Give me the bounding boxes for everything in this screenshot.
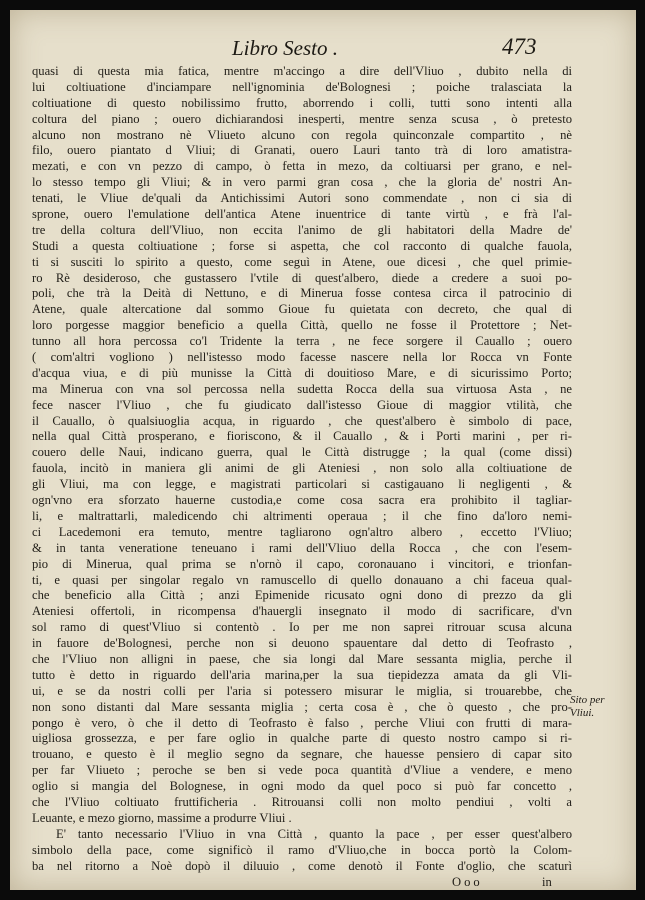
text-line: in fauore de'Bolognesi, perche non si deuono spauentare dal detto di Teofrasto , <box>32 636 572 651</box>
text-line: Ateniesi offertoli, in ricompensa d'hauergli insegnato il modo di sacrificare, d'vn <box>32 604 572 619</box>
text-line: non sono distanti dal Mare sessanta miglia ; certa cosa è , che ò questo , che pro- <box>32 699 572 714</box>
text-line: per far Vliueto ; peroche se ben si vede poca quantità d'Vliue a vendere, e meno <box>32 763 572 778</box>
text-line: ti si susciti lo spirito a questo, come seguì in Atene, oue dicesi , che quel primie- <box>32 254 572 269</box>
text-line: ogn'vno era sforzato hauerne custodia,e come cosa sacra era prohibito il tagliar- <box>32 493 572 508</box>
margin-note-line: Vliui. <box>570 707 595 719</box>
text-line: E' tanto necessario l'Vliuo in vna Città , quanto la pace , per esser quest'albero <box>56 826 572 841</box>
text-line: & in tanta veneratione teneuano i rami dell'Vliuo della Rocca , che con l'esem- <box>32 540 572 555</box>
text-line: filo, ouero piantato d Vliui; di Granati, ouero Lauri tanto trà di loro amatistra- <box>32 143 572 158</box>
text-line: mezati, e con vn pezzo di campo, ò fetta in mezo, da coltiuarsi per grano, e nel- <box>32 159 572 174</box>
margin-note <box>570 694 630 720</box>
text-line: nella qual Città prosperano, e fioriscono, & il Cauallo , & i Porti marini , per ri- <box>32 429 572 444</box>
text-line: lo stesso tempo gli Vliui; & in vero parmi gran cosa , che la gloria de' nostri An- <box>32 175 572 190</box>
text-line: pio di Minerua, qual prima se n'ornò il capo, coronauano i vincitori, e trionfan- <box>32 556 572 571</box>
page-header <box>10 36 636 66</box>
text-line: pongo è vero, ò che il detto di Teofrasto è falso , perche Vliui con frutti di mara- <box>32 715 572 730</box>
text-line: li, e maltrattarli, maledicendo chi altrimenti operaua ; il che fino da'loro nemi- <box>32 508 572 523</box>
text-line: sprone, ouero l'emulatione dell'antica Atene inuentrice di tante virtù , e frà l'al- <box>32 207 572 222</box>
text-line: coltiuatione di questo nobilissimo frutto, aborrendo i colli, tutti sono intenti alla <box>32 95 572 110</box>
text-line: loro porgesse maggior beneficio a quella Città, quello ne fosse il Protettore ; Net- <box>32 318 572 333</box>
text-line: che beneficio alla Città ; anzi Epimenide ricusato ogni dono di prezzo da gli <box>32 588 572 603</box>
text-line: couero delle Naui, indicano guerra, qual le Città distrugge ; la qual (come dissi) <box>32 445 572 460</box>
book-page <box>10 10 636 890</box>
page-number: 473 <box>502 34 537 59</box>
text-line: fece nascer l'Vliuo , che fu giudicato dall'istesso Gioue di maggior vtilità, che <box>32 397 572 412</box>
text-line: ba nel ritorno a Noè dopò il diluuio , come denotò il Fonte d'oglio, che scaturì <box>32 858 572 873</box>
text-line: ti, e quasi per singolar regalo vn ramuscello di quello donauano a chi faceua qual- <box>32 572 572 587</box>
text-line: il Cauallo, ò qualsiuoglia acqua, in riguardo , che quest'albero è simbolo di pace, <box>32 413 572 428</box>
text-line: ci Lacedemoni era temuto, mentre tagliarono ogn'altro albero , eccetto l'Vliuo; <box>32 524 572 539</box>
text-line: ro Rè desideroso, che gustassero l'vtile di quest'albero, diede a credere a suoi po- <box>32 270 572 285</box>
footer-row <box>32 874 572 890</box>
text-line: poli, che trà la Deità di Nettuno, e di Minerua fosse contesa circa il patrocinio di <box>32 286 572 301</box>
text-line: oglio si mangia del Bolognese, in ogni modo da quel poco si può far concetto , <box>32 779 572 794</box>
text-line: uigliosa grossezza, e per fare oglio in qualche parte di questo nostro campo si ri- <box>32 731 572 746</box>
text-line: Leuante, e mezo giorno, massime a produrre Vliui . <box>32 810 292 825</box>
text-line: sol ramo di quest'Vliuo si contentò . Io per me non saprei ritrouar scusa alcuna <box>32 620 572 635</box>
text-line: trouano, e questo è il meglio segno da segnare, che hauesse pensiero di capar sito <box>32 747 572 762</box>
text-line: coltura del piano ; ouero dichiarandosi inesperti, mentre senza scusa , ò pretesto <box>32 111 572 126</box>
text-line: ma Minerua con vna sol percossa nella sudetta Rocca della sua virtuosa Asta , ne <box>32 381 572 396</box>
text-line: simbolo della pace, come significò il ramo d'Vliuo,che in bocca portò la Colom- <box>32 842 572 857</box>
text-line: gli Vliui, ma con legge, e magistrati particolari si castigauano li negligenti , & <box>32 477 572 492</box>
text-line: quasi di questa mia fatica, mentre m'accingo a dire dell'Vliuo , dubito nella di <box>32 64 572 78</box>
signature-mark: Ooo <box>452 875 483 890</box>
text-line: Atene, quale altercatione dal sommo Gioue fu quietata con decreto, che qual di <box>32 302 572 317</box>
text-line: tre della coltura dell'Vliuo, non eccita l'animo de gli habitatori della Madre de' <box>32 222 572 237</box>
text-line: lui coltiuatione d'inciampare nell'ignominia de'Bolognesi ; poiche tralasciata la <box>32 79 572 94</box>
main-text <box>32 64 572 890</box>
text-line: tenati, le Vliue de'quali da Antichissimi Autori sono commendate , non ci sia di <box>32 191 572 206</box>
catchword: in <box>542 875 552 890</box>
text-line: tunno all hora percossa co'l Tridente la terra , ne fece sorgere il Cauallo ; ouero <box>32 334 572 349</box>
text-line: alcuno non mostrano nè Vliueto alcuno con regola quinconzale compartito , nè <box>32 127 572 142</box>
text-line: che l'Vliuo coltiuato fruttificheria . Ritrouansi colli non molto pendiui , volti a <box>32 794 572 809</box>
text-line: d'acqua viua, e di più munisse la Città di douitioso Mare, e di sicurissimo Porto; <box>32 365 572 380</box>
text-line: tutto è detto in riguardo dell'aria marina,per la sua tiepidezza amata da gli Vli- <box>32 667 572 682</box>
text-line: Studi a questa coltiuatione ; forse si aspetta, che col racconto di qualche fauola, <box>32 238 572 253</box>
text-line: fauola, incitò in maniera gli animi de gli Ateniesi , non solo alla coltiuatione de <box>32 461 572 476</box>
text-line: che l'Vliuo non alligni in paese, che sia longi dal Mare sessanta miglia, perche il <box>32 651 572 666</box>
paragraph-2 <box>32 827 572 875</box>
margin-note-line: Sito per <box>570 694 605 706</box>
text-line: ui, e se da nostri colli per l'aria si potessero misurar le miglia, si trouarebbe, che <box>32 683 572 698</box>
running-title: Libro Sesto . <box>232 36 338 60</box>
paragraph-1 <box>32 64 572 827</box>
text-line: ( com'altri vogliono ) nell'istesso modo facesse nascere nella lor Rocca vn Fonte <box>32 350 572 365</box>
